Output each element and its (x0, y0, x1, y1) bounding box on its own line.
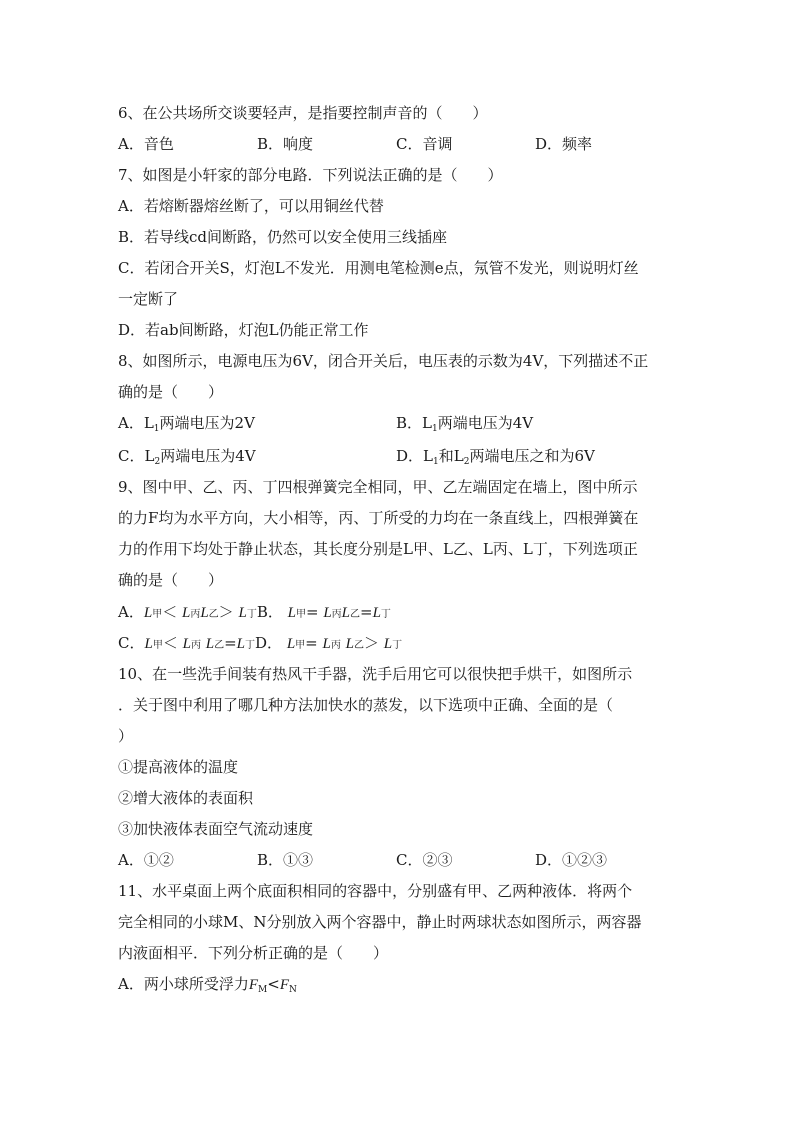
q8-a-post: 两端电压为2V (159, 414, 255, 432)
q8-stem-cont: 确的是（ ） (118, 383, 224, 401)
q9-stem: 9、图中甲、乙、丙、丁四根弹簧完全相同，甲、乙左端固定在墙上，图中所示 (118, 478, 638, 496)
q11-a-pre: A．两小球所受浮力 (118, 975, 249, 993)
q8-c-pre: C．L (118, 447, 155, 465)
q9-b-s8: 丁 (380, 609, 391, 620)
q9-c-s2: 丙 (190, 640, 201, 651)
q9-c-l3: L (205, 636, 215, 652)
q8-b-post: 两端电压为4V (437, 414, 534, 432)
q8-option-b (396, 413, 533, 433)
q8-a-sub: 1 (153, 424, 160, 434)
q9-stem-cont-3: 确的是（ ） (118, 571, 224, 589)
q9-a-s3: 乙 (208, 609, 219, 620)
q9-c-l4: L (236, 636, 246, 652)
q9-c-s4: 丁 (245, 640, 256, 651)
q8-c-post: 两端电压为4V (160, 447, 256, 465)
q8-option-d (396, 446, 595, 466)
q10-stem: 10、在一些洗手间装有热风干手器，洗手后用它可以很快把手烘干，如图所示 (118, 665, 633, 683)
q8-d-pre: D．L (396, 447, 433, 465)
q10-option-d: D．①②③ (535, 851, 608, 869)
q8-option-c (118, 446, 256, 466)
q10-stem-cont-2: ） (118, 727, 134, 745)
q10-option-a: A．①② (118, 851, 174, 869)
q9-d-s5: 甲 (295, 640, 306, 651)
q9-d-gt: ＞ (363, 634, 379, 652)
q11-a-s2: N (288, 985, 297, 995)
q8-stem: 8、如图所示，电源电压为6V，闭合开关后，电压表的示数为4V，下列描述不正 (118, 352, 649, 370)
q6-stem: 6、在公共场所交谈要轻声，是指要控制声音的（ ） (118, 104, 488, 122)
q7-stem: 7、如图是小轩家的部分电路．下列说法正确的是（ ） (118, 166, 503, 184)
q10-stem-cont-1: ．关于图中利用了哪几种方法加快水的蒸发，以下选项中正确、全面的是（ (118, 696, 614, 714)
q9-c-l1: L (144, 636, 153, 652)
q8-d-post: 两端电压之和为6V (469, 447, 595, 465)
q11-a-lt: < (267, 975, 280, 993)
q9-b-l7: L (341, 605, 350, 621)
q11-stem: 11、水平桌面上两个底面积相同的容器中，分别盛有甲、乙两种液体．将两个 (118, 882, 633, 900)
q9-b-eq1: = (305, 603, 324, 621)
q9-a-l3: L (200, 605, 209, 621)
q9-c-eq1: = (224, 634, 237, 652)
q9-d-s7: 乙 (353, 640, 364, 651)
q9-b-eq2: = (360, 603, 373, 621)
q9-d-label: D． (255, 634, 283, 652)
q9-d-l5: L (286, 636, 296, 652)
q9-c-s1: 甲 (152, 640, 163, 651)
q11-a-s1: M (258, 985, 268, 995)
q9-b-label: B． (256, 603, 283, 621)
q6-option-a: A．音色 (118, 135, 174, 153)
q9-b-l5: L (287, 605, 296, 621)
q9-b-s7: 乙 (350, 609, 360, 620)
q9-d-s6: 丙 (330, 640, 341, 651)
q10-item-1: ①提高液体的温度 (118, 758, 239, 776)
q9-d-l8: L (383, 636, 393, 652)
q9-b-l6: L (323, 605, 332, 621)
q8-d-mid: 和L (438, 447, 464, 465)
q6-option-c: C．音调 (396, 135, 453, 153)
q9-a-l4: L (238, 605, 247, 621)
q11-option-a (118, 974, 297, 995)
q9-a-l1: L (143, 605, 153, 621)
q9-a-lt: ＜ (162, 603, 178, 621)
q8-a-pre: A．L (118, 414, 154, 432)
q9-a-l2: L (181, 605, 191, 621)
q8-d-sub2: 2 (463, 457, 470, 467)
q11-stem-cont-1: 完全相同的小球M、N分别放入两个容器中，静止时两球状态如图所示，两容器 (118, 913, 642, 931)
q9-b-s5: 甲 (295, 609, 306, 620)
q10-item-2: ②增大液体的表面积 (118, 789, 254, 807)
q9-d-l6: L (322, 636, 331, 652)
q7-option-d: D．若ab间断路，灯泡L仍能正常工作 (118, 321, 369, 339)
q9-d-eq2: = (305, 634, 323, 652)
q9-a-s1: 甲 (152, 609, 163, 620)
q9-a-s4: 丁 (246, 609, 257, 620)
q9-c-lt: ＜ (162, 634, 178, 652)
q9-a-gt: ＞ (218, 603, 234, 621)
q10-item-3: ③加快液体表面空气流动速度 (118, 820, 314, 838)
q9-b-s6: 丙 (331, 609, 342, 620)
q7-option-c-cont: 一定断了 (118, 290, 179, 308)
q6-option-d: D．频率 (535, 135, 593, 153)
q10-option-b: B．①③ (257, 851, 314, 869)
q9-c-l2: L (182, 636, 191, 652)
q10-option-c: C．②③ (396, 851, 453, 869)
q9-a-s2: 丙 (190, 609, 201, 620)
q8-b-sub: 1 (431, 424, 438, 434)
q9-options-cd (118, 633, 402, 656)
q7-option-a: A．若熔断器熔丝断了，可以用铜丝代替 (118, 197, 384, 215)
q7-option-c: C．若闭合开关S，灯泡L不发光．用测电笔检测e点，氖管不发光，则说明灯丝 (118, 259, 639, 277)
q9-c-label: C． (118, 634, 145, 652)
q9-b-l8: L (372, 605, 381, 621)
q11-stem-cont-2: 内液面相平．下列分析正确的是（ ） (118, 944, 389, 962)
q8-c-sub: 2 (154, 457, 161, 467)
q9-a-label: A． (118, 603, 144, 621)
q9-options-ab (118, 602, 391, 625)
q8-option-a (118, 413, 255, 433)
q9-c-s3: 乙 (214, 640, 225, 651)
q8-d-sub1: 1 (433, 457, 439, 467)
q9-d-s8: 丁 (392, 640, 403, 651)
q7-option-b: B．若导线cd间断路，仍然可以安全使用三线插座 (118, 228, 448, 246)
q9-stem-cont-2: 力的作用下均处于静止状态，其长度分别是L甲、L乙、L丙、L丁，下列选项正 (118, 540, 638, 558)
q11-a-f2: F (279, 977, 289, 993)
q8-b-pre: B．L (396, 414, 432, 432)
q9-d-l7: L (345, 636, 354, 652)
q9-stem-cont-1: 的力F均为水平方向，大小相等，丙、丁所受的力均在一条直线上，四根弹簧在 (118, 509, 639, 527)
q11-a-f1: F (248, 977, 259, 993)
q6-option-b: B．响度 (257, 135, 314, 153)
